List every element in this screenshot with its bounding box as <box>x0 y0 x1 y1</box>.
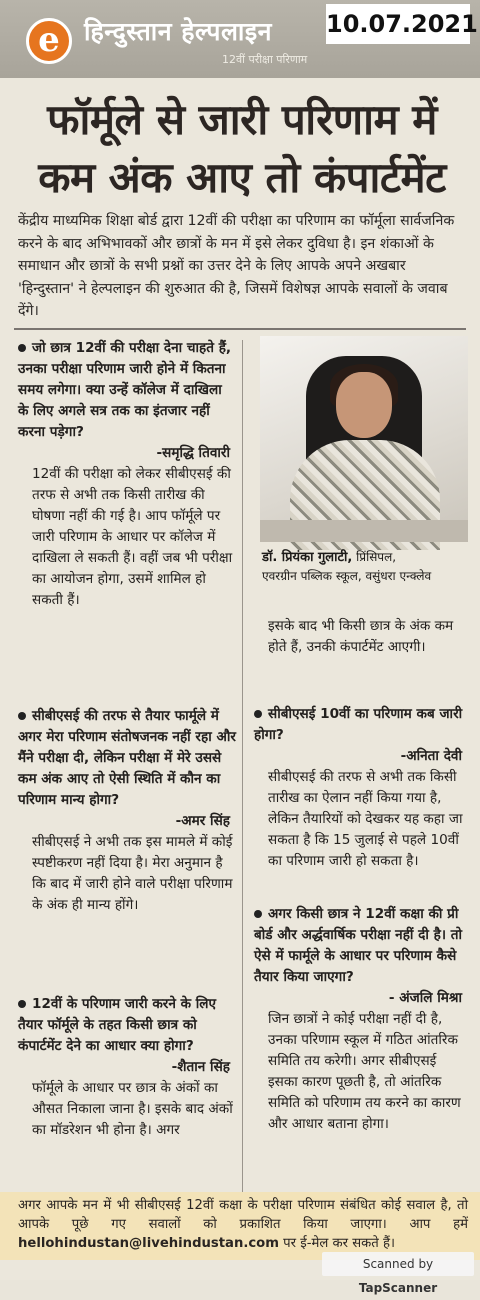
bullet-icon <box>254 710 262 718</box>
footer-email-suffix: पर ई-मेल कर सकते हैं। <box>283 1236 395 1251</box>
expert-designation: प्रिंसिपल, <box>356 550 397 564</box>
answer-3: फॉर्मूले के आधार पर छात्र के अंकों का औसत निकाला जाना है। इसके बाद अंकों का मॉडरेशन भी होना है। अगर <box>32 1080 233 1138</box>
qa-block-5 <box>254 904 468 1135</box>
answer-3-continued: इसके बाद भी किसी छात्र के अंक कम होते हैं, उनकी कंपार्टमेंट आएगी। <box>268 618 454 655</box>
column-divider <box>242 340 243 1192</box>
asker-3: -शैतान सिंह <box>171 1059 230 1075</box>
qa-block-3 <box>18 994 236 1141</box>
question-3 <box>18 994 236 1057</box>
answer-5: जिन छात्रों ने कोई परीक्षा नहीं दी है, उनका परिणाम स्कूल में गठित आंतरिक समिति तय करेगी। अगर सीबीएसई इसका कारण पूछती है, तो आंतरिक समिति को परिणाम तय करने का कारण और आधार बताना होगा। <box>268 1011 461 1132</box>
bullet-icon <box>18 1000 26 1008</box>
asker-2: -अमर सिंह <box>175 813 230 829</box>
headline-line-2: कम अंक आए तो कंपार्टमेंट <box>38 153 446 202</box>
asker-4: -अनिता देवी <box>400 748 462 764</box>
qa-block-4 <box>254 704 468 872</box>
expert-caption <box>262 548 472 585</box>
desk-shape <box>260 520 468 542</box>
footer-text: अगर आपके मन में भी सीबीएसई 12वीं कक्षा के परीक्षा परिणाम संबंधित कोई सवाल है, तो आपके पूछे गए सवालों को प्रकाशित किया जाएगा। आप हमें <box>18 1198 468 1232</box>
hindustan-logo-icon: e <box>26 18 72 64</box>
qa-block-2 <box>18 706 236 916</box>
watermark-prefix: Scanned by <box>362 1257 434 1271</box>
question-text: 12वीं के परिणाम जारी करने के लिए तैयार फॉर्मूले के तहत किसी छात्र को कंपार्टमेंट देने का आधार क्या होगा? <box>18 996 217 1054</box>
section-divider <box>14 328 466 330</box>
bullet-icon <box>18 344 26 352</box>
qa-block-1 <box>18 338 236 611</box>
expert-school: एवरग्रीन पब्लिक स्कूल, वसुंधरा एन्क्लेव <box>262 569 432 583</box>
footer-email: hellohindustan@livehindustan.com <box>18 1236 279 1251</box>
scanner-watermark <box>322 1252 474 1295</box>
headline-line-1: फॉर्मूले से जारी परिणाम में <box>47 95 437 144</box>
bullet-icon <box>18 712 26 720</box>
question-text: सीबीएसई की तरफ से तैयार फार्मूले में अगर मेरा परिणाम संतोषजनक नहीं रहा और मैंने परीक्षा दी, लेकिन परीक्षा में मेरे उससे कम अंक आए तो ऐसी स्थिति में कौन का परिणाम मान्य होगा? <box>18 708 236 808</box>
asker-5: - अंजलि मिश्रा <box>388 990 462 1006</box>
answer-4: सीबीएसई की तरफ से अभी तक किसी तारीख का ऐलान नहीं किया गया है, लेकिन तैयारियों को देखकर यह कहा जा सकता है कि 15 जुलाई से पहले 10वीं का परिणाम जारी हो सकता है। <box>268 769 463 869</box>
answer-2: सीबीएसई ने अभी तक इस मामले में कोई स्पष्टीकरण नहीं दिया है। मेरा अनुमान है कि बाद में जारी होने वाले परीक्षा परिणाम के अंक ही मान्य होंगे। <box>32 834 233 913</box>
question-text: सीबीएसई 10वीं का परिणाम कब जारी होगा? <box>254 706 463 743</box>
question-5 <box>254 904 468 988</box>
helpline-subtitle: 12वीं परीक्षा परिणाम <box>222 53 308 66</box>
expert-name: डॉ. प्रियंका गुलाटी, <box>262 550 353 565</box>
question-text: अगर किसी छात्र ने 12वीं कक्षा की प्री बोर्ड और अर्द्धवार्षिक परीक्षा नहीं दी है। तो ऐसे में फार्मूले के आधार पर परिणाम कैसे तैयार किया जाएगा? <box>254 906 463 985</box>
bullet-icon <box>254 910 262 918</box>
asker-1: -समृद्धि तिवारी <box>156 445 230 461</box>
question-4 <box>254 704 468 746</box>
footer-note <box>18 1196 468 1253</box>
question-1 <box>18 338 236 443</box>
date-stamp: 10.07.2021 <box>326 4 470 44</box>
question-2 <box>18 706 236 811</box>
qa-block-3-continued <box>268 616 468 658</box>
face-shape <box>336 372 392 438</box>
helpline-brand: हिन्दुस्तान हेल्पलाइन <box>84 17 273 46</box>
watermark-brand: TapScanner <box>358 1281 438 1295</box>
expert-photo <box>260 336 468 542</box>
intro-paragraph: केंद्रीय माध्यमिक शिक्षा बोर्ड द्वारा 12वीं की परीक्षा का परिणाम का फॉर्मूला सार्वजनिक करने के बाद अभिभावकों और छात्रों के मन में इसे लेकर दुविधा है। इन शंकाओं के समाधान और छात्रों के सभी प्रश्नों का उत्तर देने के लिए आपके अपने अखबार 'हिन्दुस्तान' ने हेल्पलाइन की शुरुआत की है, जिसमें विशेषज्ञ आपके सवालों के जवाब देंगे। <box>18 213 455 319</box>
question-text: जो छात्र 12वीं की परीक्षा देना चाहते हैं, उनका परीक्षा परिणाम जारी होने में कितना समय लगेगा। क्या उन्हें कॉलेज में दाखिला के लिए अगले सत्र तक का इंतजार नहीं करना पड़ेगा? <box>18 340 232 440</box>
answer-1: 12वीं की परीक्षा को लेकर सीबीएसई की तरफ से अभी तक किसी तारीख की घोषणा नहीं की गई है। आप फॉर्मूले पर जारी परिणाम के आधार पर कॉलेज में दाखिला ले सकती हैं। वहीं जब भी परीक्षा का आयोजन होगा, उसमें शामिल हो सकती हैं। <box>32 466 233 608</box>
